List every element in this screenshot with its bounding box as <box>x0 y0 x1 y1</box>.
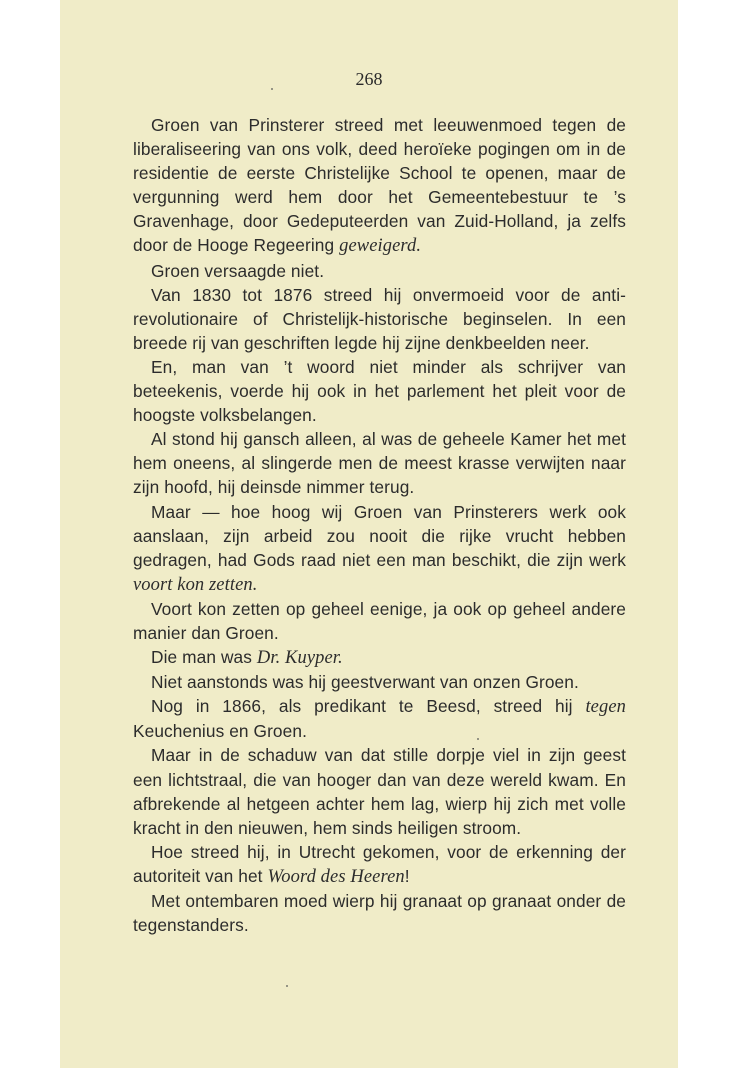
paragraph: Met ontembaren moed wierp hij granaat op granaat onder de tegenstanders. <box>133 891 626 936</box>
paragraph: Hoe streed hij, in Utrecht gekomen, voor de erkenning der autoriteit van het Woord des Heeren! <box>133 841 626 887</box>
paragraph: Al stond hij gansch alleen, al was de geheele Kamer het met hem oneens, al slingerde men de meest krasse verwijten naar zijn hoofd, hij deinsde nimmer terug. <box>133 429 626 498</box>
paragraph: Nog in 1866, als predikant te Beesd, streed hij tegen Keuchenius en Groen. <box>133 696 626 742</box>
paragraph: Voort kon zetten op geheel eenige, ja ook op geheel andere manier dan Groen. <box>133 598 626 643</box>
paper-speck <box>286 985 288 987</box>
body-text <box>133 113 626 937</box>
paragraph: En, man van ’t woord niet minder als schrijver van beteekenis, voerde hij ook in het parlement het pleit voor de hoogste volksbelangen. <box>133 356 626 426</box>
paragraph: Die man was Dr. Kuyper. <box>151 647 343 669</box>
page-number: 268 <box>355 69 383 89</box>
paper-speck <box>271 88 273 90</box>
paragraph: Groen versaagde niet. <box>151 260 325 281</box>
paragraph: Van 1830 tot 1876 streed hij onvermoeid voor de anti-revolutionaire of Christelijk-historische beginselen. In een breede rij van geschriften legde hij zijne denkbeelden neer. <box>133 284 626 353</box>
paragraph: Groen van Prinsterer streed met leeuwenmoed tegen de liberaliseering van ons volk, deed heroïeke pogingen om in de residentie de eerste Christelijke School te openen, maar de vergunning werd hem door het Gemeentebestuur te ’s Gravenhage, door Gedeputeerden van Zuid-Holland, ja zelfs door de Hooge Regeering geweigerd. <box>133 115 626 257</box>
book-page <box>60 0 678 1068</box>
paragraph: Maar — hoe hoog wij Groen van Prinsterers werk ook aanslaan, zijn arbeid zou nooit die rijke vrucht hebben gedragen, had Gods raad niet een man beschikt, die zijn werk voort kon zetten. <box>133 501 626 595</box>
paragraph: Maar in de schaduw van dat stille dorpje viel in zijn geest een lichtstraal, die van hooger dan van deze wereld kwam. En afbrekende al hetgeen achter hem lag, wierp hij zich met volle kracht in den nieuwen, hem sinds heiligen stroom. <box>133 745 626 838</box>
paragraph: Niet aanstonds was hij geestverwant van onzen Groen. <box>151 672 579 693</box>
